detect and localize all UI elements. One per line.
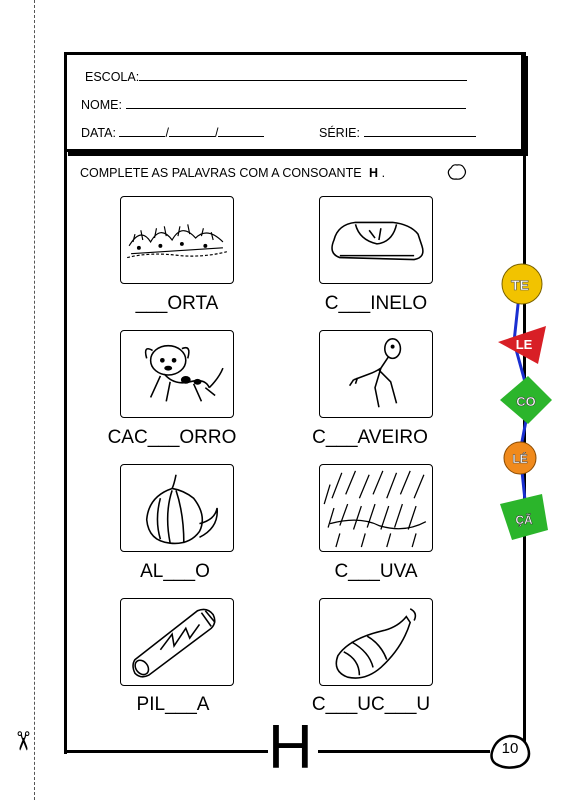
publisher-logo — [494, 260, 556, 550]
page-number: 10 — [501, 740, 519, 757]
escola-label: ESCOLA: — [85, 70, 140, 84]
garlic-icon — [121, 465, 233, 551]
word-chuchu[interactable]: C___UC___U — [311, 694, 431, 715]
svg-text:LÉ: LÉ — [512, 452, 528, 466]
date-separator: / — [165, 126, 169, 140]
svg-text:CO: CO — [516, 394, 536, 409]
exercise-card-alho — [120, 464, 234, 552]
page-number-badge — [488, 730, 532, 770]
word-alho[interactable]: AL___O — [140, 561, 210, 582]
student-info-box — [64, 52, 524, 152]
exercise-card-chinelo — [319, 196, 433, 284]
footer-letter: H — [268, 713, 313, 782]
word-cachorro[interactable]: CAC___ORRO — [107, 427, 237, 448]
nome-row — [81, 97, 466, 112]
data-row — [81, 125, 264, 140]
word-chinelo[interactable]: C___INELO — [324, 293, 428, 314]
escola-row — [85, 69, 467, 84]
rain-icon — [320, 465, 432, 551]
battery-icon — [121, 599, 233, 685]
puppy-icon — [121, 331, 233, 417]
instruction-text: COMPLETE AS PALAVRAS COM A CONSOANTE — [80, 166, 362, 180]
serie-label: SÉRIE: — [319, 126, 360, 140]
data-label: DATA: — [81, 126, 116, 140]
slipper-icon — [320, 197, 432, 283]
month-field[interactable] — [169, 125, 215, 137]
instruction-consonant: H — [369, 166, 379, 180]
date-separator: / — [214, 126, 219, 140]
svg-text:LE: LE — [515, 337, 533, 352]
day-field[interactable] — [119, 125, 165, 137]
scissors-icon: ✂ — [7, 730, 38, 752]
svg-text:ÇÃ: ÇÃ — [515, 513, 533, 527]
word-horta[interactable]: ___ORTA — [135, 293, 219, 314]
serie-row — [319, 125, 476, 140]
footer-line-right — [318, 750, 490, 753]
word-pilha[interactable]: PIL___A — [136, 694, 210, 715]
year-field[interactable] — [218, 125, 264, 137]
exercise-card-horta — [120, 196, 234, 284]
exercise-card-chaveiro — [319, 330, 433, 418]
nome-field[interactable] — [126, 97, 466, 109]
nome-label: NOME: — [81, 98, 122, 112]
exercise-card-cachorro — [120, 330, 234, 418]
serie-field[interactable] — [364, 125, 476, 137]
escola-field[interactable] — [139, 69, 467, 81]
exercise-card-chuva — [319, 464, 433, 552]
garden-plot-icon — [121, 197, 233, 283]
instruction — [80, 166, 385, 180]
footer-line-left — [64, 750, 268, 753]
word-chaveiro[interactable]: C___AVEIRO — [312, 427, 428, 448]
cloud-icon — [447, 163, 467, 181]
cut-line — [34, 0, 35, 800]
exercise-card-chuchu — [319, 598, 433, 686]
svg-text:TE: TE — [511, 277, 529, 293]
word-chuva[interactable]: C___UVA — [334, 561, 418, 582]
instruction-period: . — [381, 166, 386, 180]
chayote-icon — [320, 599, 432, 685]
keyring-icon — [320, 331, 432, 417]
exercise-card-pilha — [120, 598, 234, 686]
